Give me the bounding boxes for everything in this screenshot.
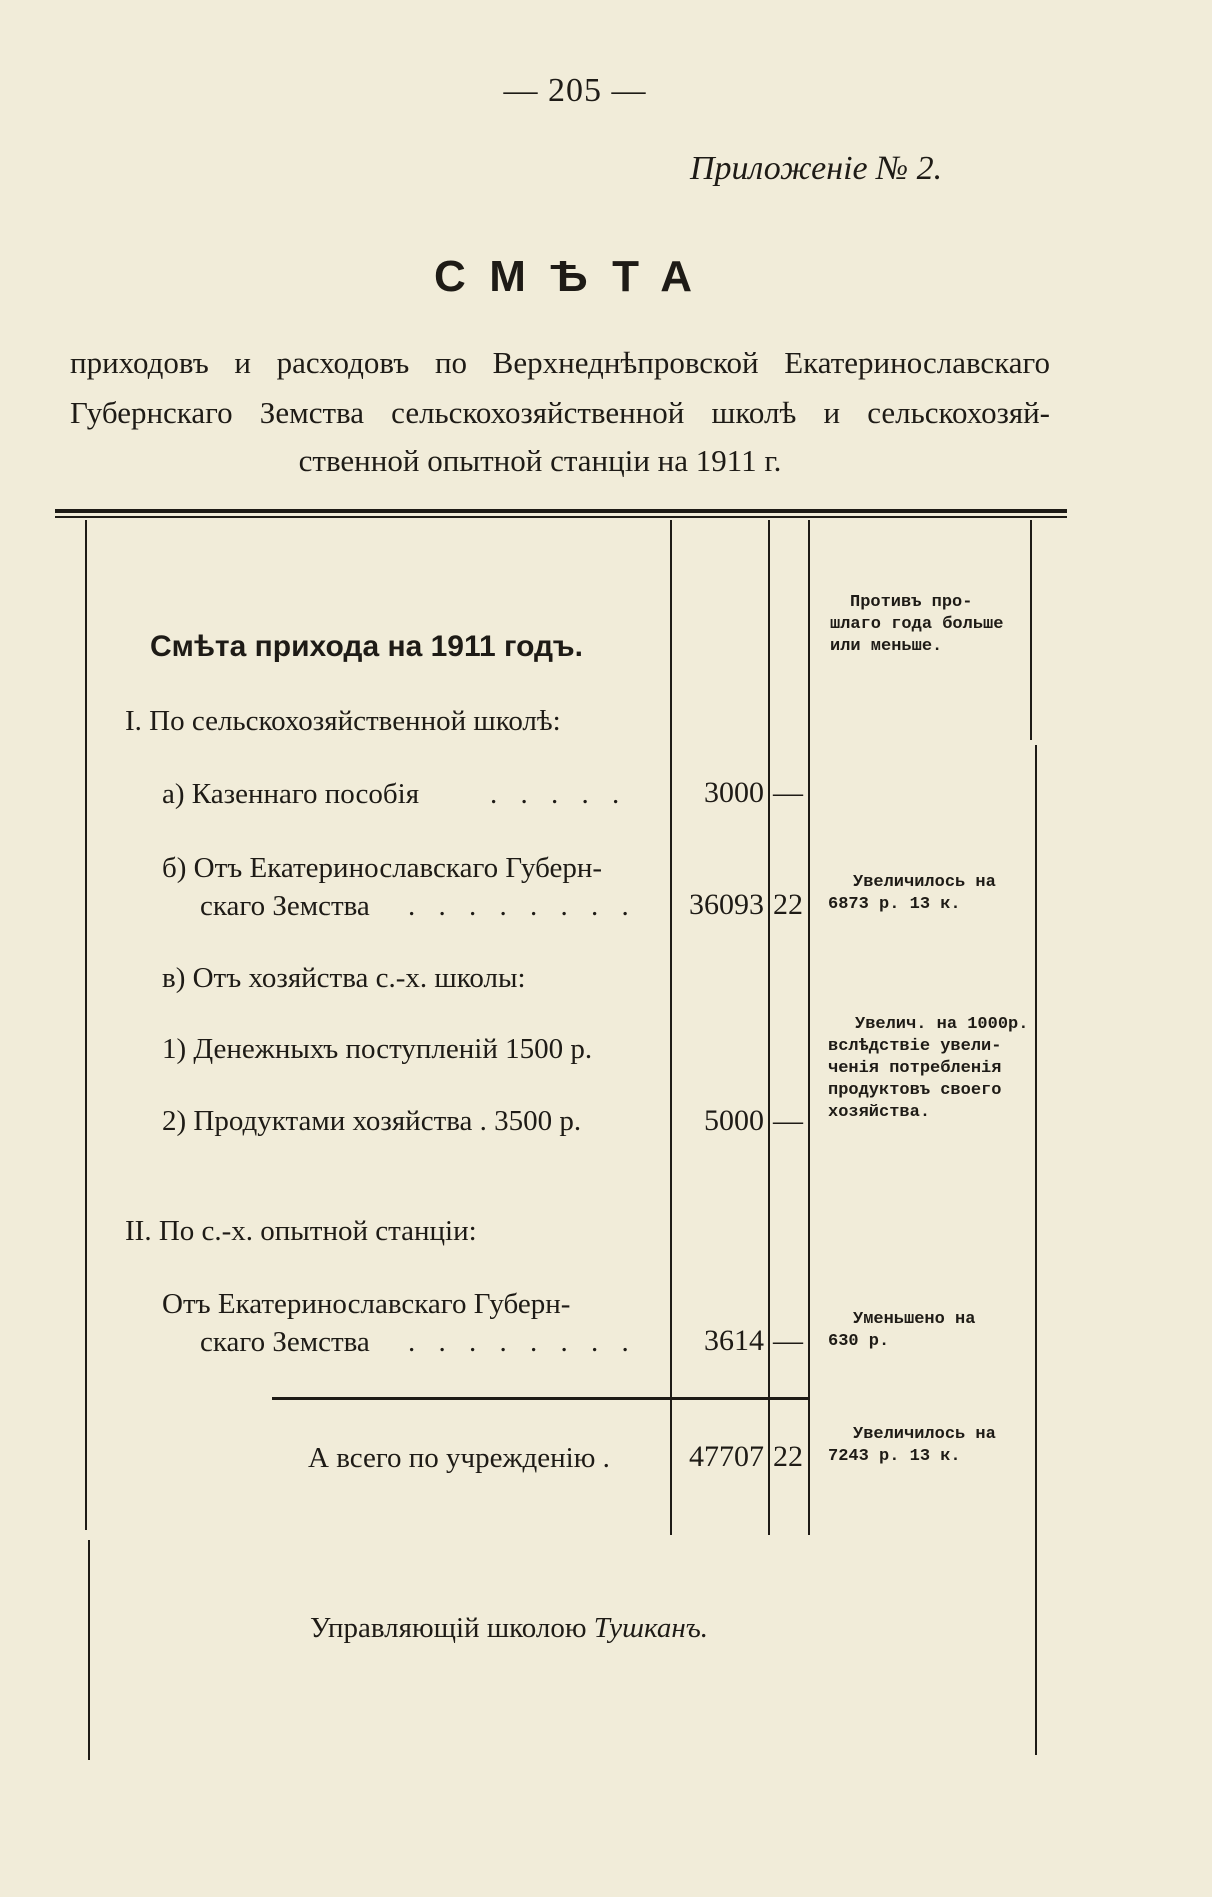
page-number: — 205 — [503, 72, 647, 109]
document-title: СМѢТА [434, 252, 716, 301]
signature-prefix: Управляющій школою [310, 1612, 587, 1644]
signature-line [310, 1612, 708, 1645]
total-kopecks: 22 [773, 1440, 803, 1473]
table-top-rule-thin [55, 516, 1067, 518]
item-c2-kopecks: — [773, 1104, 803, 1137]
signature-name: Тушканъ. [593, 1612, 709, 1644]
item-c-note-3: ченія потребленія [828, 1059, 1002, 1078]
total-note-1: Увеличилось на [853, 1425, 996, 1444]
item-b-kopecks: 22 [773, 888, 803, 921]
item-station-rubles: 3614 [704, 1324, 764, 1357]
section-station: II. По с.-х. опытной станціи: [125, 1215, 477, 1247]
table-right-border-upper [1030, 520, 1032, 740]
item-c2-rubles: 5000 [704, 1104, 764, 1137]
remarks-header-2: шлаго года больше [830, 615, 1004, 634]
table-left-border-lower [88, 1540, 90, 1760]
item-station-kopecks: — [773, 1324, 803, 1357]
item-c-note-4: продуктовъ своего [828, 1081, 1002, 1100]
item-c2-label: 2) Продуктами хозяйства . 3500 р. [162, 1105, 582, 1137]
total-label: А всего по учрежденію . [308, 1442, 610, 1474]
rub-column-divider [670, 520, 672, 1535]
item-a-dots: . . . . . [490, 778, 628, 810]
item-b-rubles: 36093 [689, 888, 764, 921]
item-station-note-2: 630 р. [828, 1332, 890, 1351]
item-station-line-1: Отъ Екатеринославскаго Губерн- [162, 1288, 571, 1320]
section-school: I. По сельскохозяйственной школѣ: [125, 705, 561, 737]
remarks-header-1: Противъ про- [850, 593, 973, 612]
item-station-note-1: Уменьшено на [853, 1310, 976, 1329]
item-a-label: а) Казеннаго пособія [162, 778, 420, 810]
subtitle-line-2: Губернскаго Земства сельскохозяйственной школѣ и сельскохозяй- [70, 395, 1050, 430]
item-station-dots: . . . . . . . . [408, 1326, 637, 1358]
item-station-line-2: скаго Земства [200, 1326, 370, 1358]
item-c-note-1: Увелич. на 1000р. [855, 1015, 1029, 1034]
item-b-note-2: 6873 р. 13 к. [828, 895, 961, 914]
appendix-label: Приложеніе № 2. [690, 150, 943, 187]
item-a-rubles: 3000 [704, 776, 764, 809]
item-c1-label: 1) Денежныхъ поступленій 1500 р. [162, 1033, 593, 1065]
subtitle-line-1: приходовъ и расходовъ по Верхнеднѣпровской Екатеринославскаго [70, 345, 1050, 380]
item-b-line-2: скаго Земства [200, 890, 370, 922]
total-rubles: 47707 [689, 1440, 764, 1473]
remarks-header-3: или меньше. [830, 637, 943, 656]
total-note-2: 7243 р. 13 к. [828, 1447, 961, 1466]
item-b-dots: . . . . . . . . [408, 890, 637, 922]
item-c-note-2: вслѣдствіе увели- [828, 1037, 1002, 1056]
total-rule [272, 1397, 808, 1400]
table-top-rule [55, 509, 1067, 513]
table-right-border [1035, 745, 1037, 1755]
remarks-column-divider [808, 520, 810, 1535]
table-left-border [85, 520, 87, 1530]
item-c-label: в) Отъ хозяйства с.-х. школы: [162, 962, 526, 994]
item-a-kopecks: — [773, 776, 803, 809]
item-b-note-1: Увеличилось на [853, 873, 996, 892]
item-b-line-1: б) Отъ Екатеринославскаго Губерн- [162, 852, 603, 884]
income-heading: Смѣта прихода на 1911 годъ. [150, 630, 583, 663]
kop-column-divider [768, 520, 770, 1535]
item-c-note-5: хозяйства. [828, 1103, 931, 1122]
subtitle-line-3: ственной опытной станціи на 1911 г. [298, 443, 782, 478]
